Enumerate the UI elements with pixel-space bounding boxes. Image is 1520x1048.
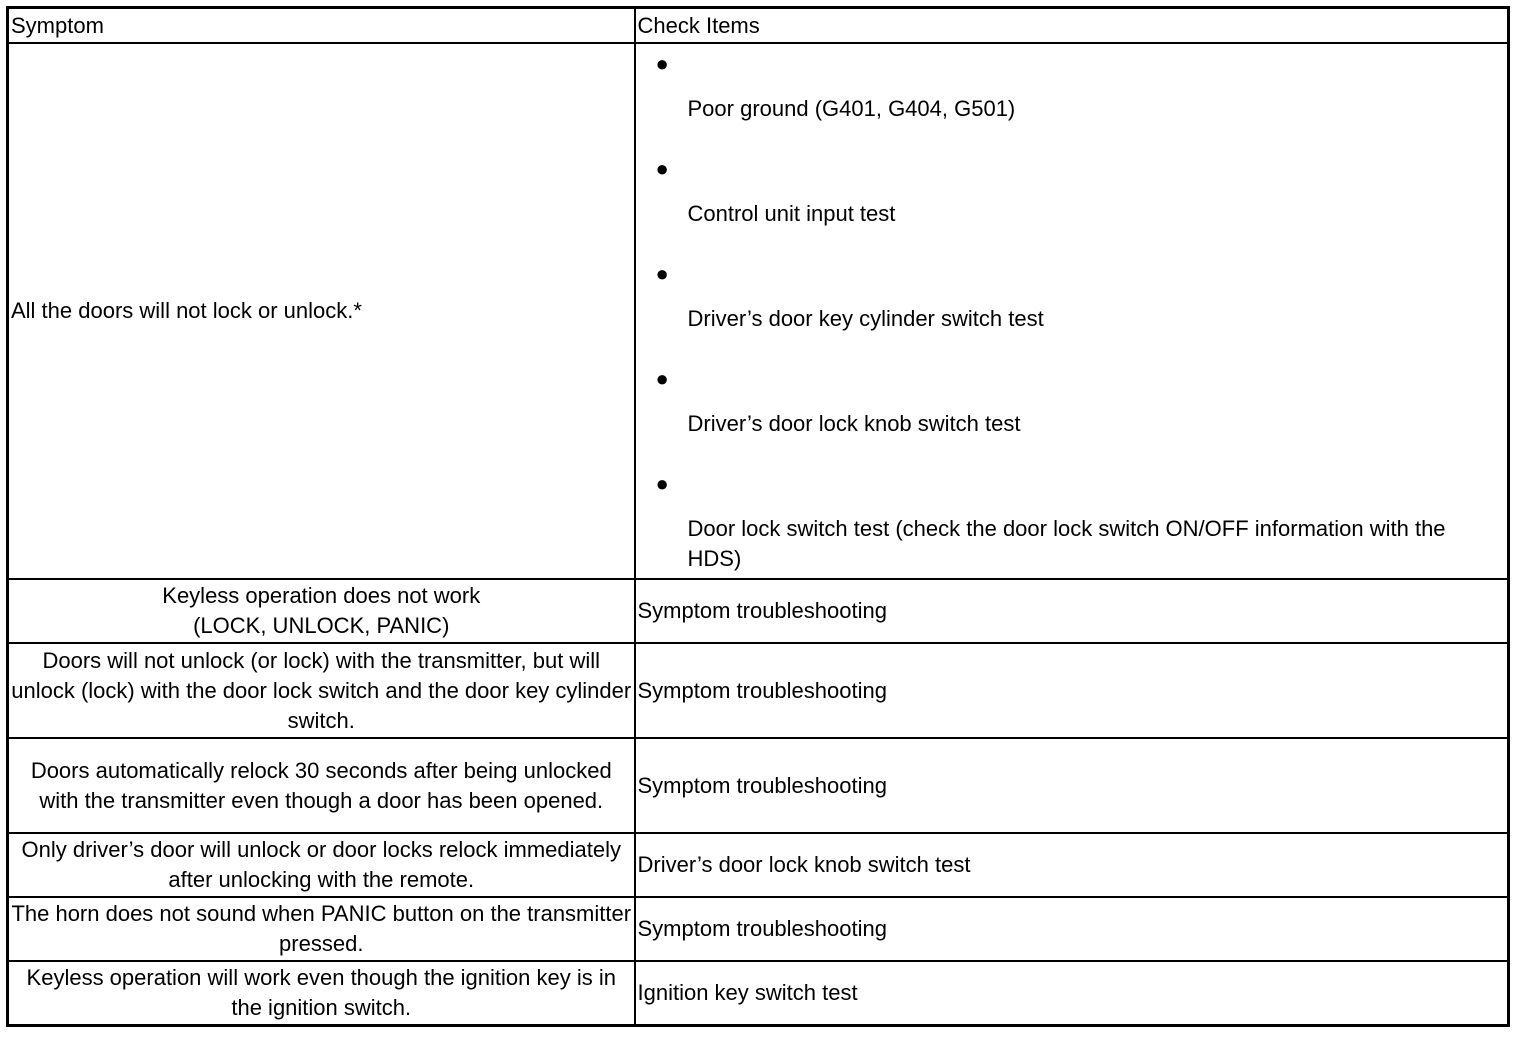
symptom-cell: Only driver’s door will unlock or door locks relock immediately after unlocking with the remote.: [8, 833, 635, 897]
list-item: [638, 49, 1506, 154]
list-item: [638, 364, 1506, 469]
symptom-cell: Doors will not unlock (or lock) with the transmitter, but will unlock (lock) with the door lock switch and the door key cylinder switch.: [8, 643, 635, 738]
check-item-text: Control unit input test: [687, 200, 896, 226]
table-row: [8, 897, 1509, 961]
bullet-icon: ●: [655, 260, 669, 286]
list-item: [638, 154, 1506, 259]
symptom-cell: All the doors will not lock or unlock.*: [8, 43, 635, 579]
check-items-header: Check Items: [635, 8, 1509, 44]
bullet-icon: ●: [655, 50, 669, 76]
table-row: [8, 738, 1509, 833]
check-item-cell: Symptom troubleshooting: [635, 643, 1509, 738]
symptom-table: [6, 6, 1510, 1027]
table-row: [8, 833, 1509, 897]
check-item-cell: Symptom troubleshooting: [635, 738, 1509, 833]
bullet-icon: ●: [655, 470, 669, 496]
table-row: [8, 579, 1509, 643]
check-item-text: Driver’s door lock knob switch test: [687, 410, 1021, 436]
check-item-cell: Symptom troubleshooting: [635, 897, 1509, 961]
list-item: [638, 469, 1506, 574]
check-item-text: Poor ground (G401, G404, G501): [687, 95, 1016, 121]
table-row: [8, 43, 1509, 579]
symptom-cell: Keyless operation will work even though the ignition key is in the ignition switch.: [8, 961, 635, 1026]
check-list: [638, 49, 1506, 574]
check-item-cell: Ignition key switch test: [635, 961, 1509, 1026]
symptom-cell: Doors automatically relock 30 seconds after being unlocked with the transmitter even though a door has been opened.: [8, 738, 635, 833]
check-item-cell: Driver’s door lock knob switch test: [635, 833, 1509, 897]
header-row: [8, 8, 1509, 44]
bullet-icon: ●: [655, 365, 669, 391]
bullet-icon: ●: [655, 155, 669, 181]
list-item: [638, 259, 1506, 364]
check-item-text: Door lock switch test (check the door lock switch ON/OFF information with the HDS): [687, 515, 1446, 571]
check-items-cell: [635, 43, 1509, 579]
table-row: [8, 961, 1509, 1026]
symptom-cell: Keyless operation does not work (LOCK, UNLOCK, PANIC): [8, 579, 635, 643]
symptom-cell: The horn does not sound when PANIC button on the transmitter pressed.: [8, 897, 635, 961]
check-item-text: Driver’s door key cylinder switch test: [687, 305, 1044, 331]
symptom-header: Symptom: [8, 8, 635, 44]
check-item-cell: Symptom troubleshooting: [635, 579, 1509, 643]
table-row: [8, 643, 1509, 738]
